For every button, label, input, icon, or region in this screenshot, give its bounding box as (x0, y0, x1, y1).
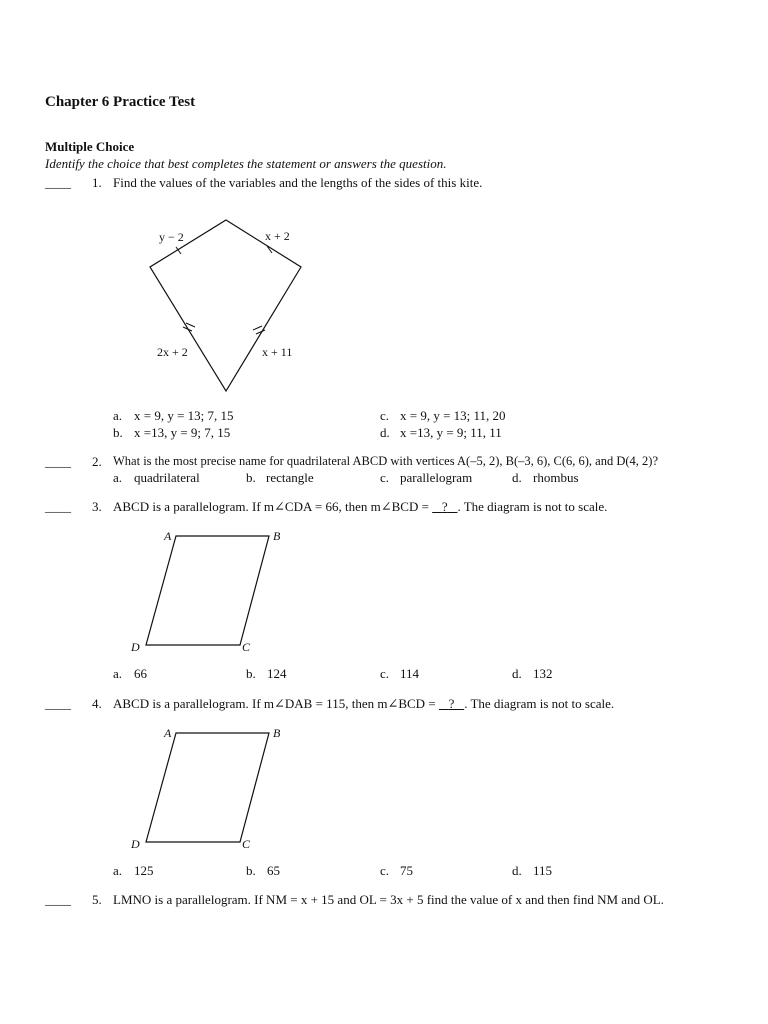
q4-vertex-d: D (131, 837, 140, 851)
kite-label-2x-plus-2: 2x + 2 (157, 345, 188, 359)
q3-vertex-a: A (164, 529, 172, 543)
q1-option-b[interactable]: x =13, y = 9; 7, 15 (134, 425, 231, 440)
q2-option-a[interactable]: quadrilateral (134, 470, 200, 485)
q3-option-c-letter: c. (380, 666, 390, 681)
question-text-2: What is the most precise name for quadrilateral ABCD with vertices A(–5, 2), B(–3, 6), C(6, 6), and D(4, 2)? (113, 454, 659, 468)
question-number-5: 5. (92, 892, 102, 907)
question-number-2: 2. (92, 454, 102, 469)
q4-option-d-letter: d. (512, 863, 522, 878)
q3-option-b-letter: b. (246, 666, 256, 681)
q3-vertex-c: C (242, 640, 251, 654)
q3-option-a[interactable]: 66 (134, 666, 147, 681)
q2-option-b[interactable]: rectangle (266, 470, 314, 485)
q2-option-d-letter: d. (512, 470, 522, 485)
q4-option-b-letter: b. (246, 863, 256, 878)
parallelogram-diagram-3 (125, 527, 295, 657)
answer-blank-5[interactable]: ____ (45, 892, 71, 907)
q4-option-a-letter: a. (113, 863, 123, 878)
answer-blank-1[interactable]: ____ (45, 175, 71, 190)
q4-option-b[interactable]: 65 (267, 863, 280, 878)
kite-label-x-plus-2: x + 2 (265, 229, 290, 243)
q4-text-before: ABCD is a parallelogram. If m∠DAB = 115, then m∠BCD = (113, 696, 436, 711)
question-number-4: 4. (92, 696, 102, 711)
q1-option-c[interactable]: x = 9, y = 13; 11, 20 (400, 408, 506, 423)
answer-blank-4[interactable]: ____ (45, 696, 71, 711)
q3-answer-hole: ? (441, 499, 448, 514)
q4-vertex-a: A (164, 726, 172, 740)
parallelogram-diagram-4 (125, 724, 295, 854)
q1-option-c-letter: c. (380, 408, 390, 423)
q4-option-c-letter: c. (380, 863, 390, 878)
q4-answer-hole: ? (448, 696, 455, 711)
q1-option-b-letter: b. (113, 425, 123, 440)
question-text-4 (113, 696, 614, 712)
q4-option-a[interactable]: 125 (134, 863, 154, 878)
q4-option-c[interactable]: 75 (400, 863, 413, 878)
q4-vertex-b: B (273, 726, 281, 740)
instructions: Identify the choice that best completes the statement or answers the question. (45, 156, 447, 171)
q2-option-c[interactable]: parallelogram (400, 470, 473, 485)
q2-option-b-letter: b. (246, 470, 256, 485)
q1-option-a[interactable]: x = 9, y = 13; 7, 15 (134, 408, 234, 423)
kite-label-y-minus-2: y − 2 (159, 230, 184, 244)
q2-option-d[interactable]: rhombus (533, 470, 579, 485)
q3-option-d-letter: d. (512, 666, 522, 681)
q3-vertex-b: B (273, 529, 281, 543)
question-text-5: LMNO is a parallelogram. If NM = x + 15 and OL = 3x + 5 find the value of x and then find NM and OL. (113, 892, 664, 907)
q3-option-c[interactable]: 114 (400, 666, 420, 681)
q3-option-d[interactable]: 132 (533, 666, 553, 681)
answer-blank-3[interactable]: ____ (45, 499, 71, 514)
q2-option-c-letter: c. (380, 470, 390, 485)
q3-text-before: ABCD is a parallelogram. If m∠CDA = 66, then m∠BCD = (113, 499, 429, 514)
question-text-1: Find the values of the variables and the lengths of the sides of this kite. (113, 175, 483, 190)
kite-diagram (140, 210, 320, 400)
kite-label-x-plus-11: x + 11 (262, 345, 293, 359)
q1-option-d[interactable]: x =13, y = 9; 11, 11 (400, 425, 502, 440)
section-title: Multiple Choice (45, 139, 135, 154)
q1-option-d-letter: d. (380, 425, 390, 440)
q3-option-b[interactable]: 124 (267, 666, 287, 681)
q4-option-d[interactable]: 115 (533, 863, 553, 878)
q3-option-a-letter: a. (113, 666, 123, 681)
question-number-1: 1. (92, 175, 102, 190)
q1-option-a-letter: a. (113, 408, 123, 423)
question-number-3: 3. (92, 499, 102, 514)
q3-vertex-d: D (131, 640, 140, 654)
question-text-3 (113, 499, 607, 515)
q4-text-after: . The diagram is not to scale. (464, 696, 615, 711)
answer-blank-2[interactable]: ____ (45, 454, 71, 469)
q3-text-after: . The diagram is not to scale. (457, 499, 608, 514)
page-title: Chapter 6 Practice Test (45, 94, 196, 110)
q2-option-a-letter: a. (113, 470, 123, 485)
q4-vertex-c: C (242, 837, 251, 851)
